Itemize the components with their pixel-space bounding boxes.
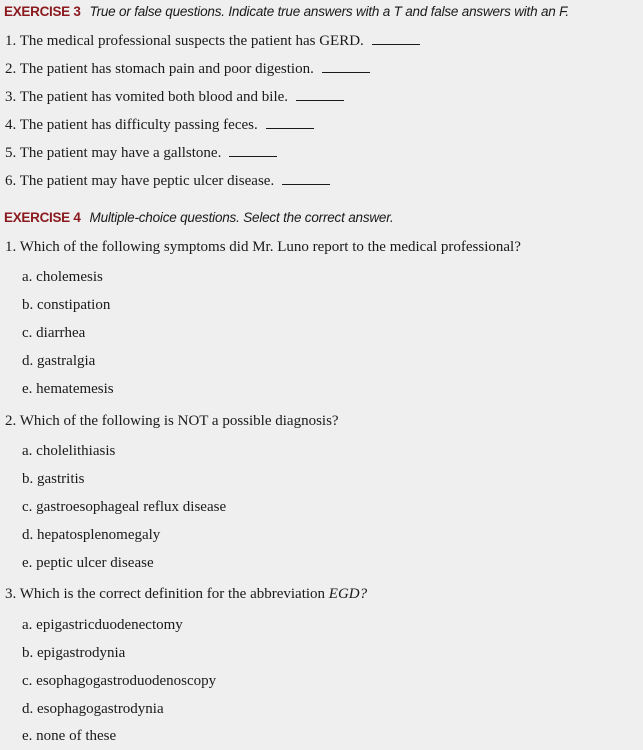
tf-item-text: The patient has difficulty passing feces. (19, 117, 258, 133)
option-letter: c. (22, 499, 33, 515)
tf-item-6 (5, 172, 330, 190)
answer-blank[interactable] (372, 32, 420, 45)
tf-item-text: The patient may have a gallstone. (19, 145, 222, 161)
question-number: 1. (5, 239, 17, 255)
option-text: cholelithiasis (36, 443, 116, 459)
option-letter: e. (22, 381, 33, 397)
mc-option[interactable] (22, 442, 115, 460)
mc-question-2 (5, 412, 339, 430)
question-text: Which is the correct definition for the abbreviation (19, 586, 326, 602)
tf-item-number: 4. (5, 117, 17, 133)
option-text: peptic ulcer disease (36, 555, 154, 571)
mc-option[interactable] (22, 526, 160, 544)
mc-option[interactable] (22, 644, 125, 662)
option-text: hepatosplenomegaly (37, 527, 161, 543)
option-text: diarrhea (36, 325, 86, 341)
option-letter: d. (22, 353, 34, 369)
tf-item-1 (5, 32, 420, 50)
option-letter: b. (22, 297, 34, 313)
mc-option[interactable] (22, 616, 183, 634)
tf-item-text: The patient may have peptic ulcer disease. (19, 173, 275, 189)
mc-option[interactable] (22, 296, 110, 314)
question-abbreviation: EGD? (328, 586, 368, 602)
option-letter: b. (22, 645, 34, 661)
option-letter: b. (22, 471, 34, 487)
mc-question-3 (5, 585, 367, 603)
option-text: none of these (36, 728, 117, 744)
tf-item-5 (5, 144, 277, 162)
option-letter: a. (22, 269, 33, 285)
mc-option[interactable] (22, 324, 85, 342)
option-letter: c. (22, 325, 33, 341)
option-letter: a. (22, 617, 33, 633)
option-text: constipation (37, 297, 111, 313)
mc-option[interactable] (22, 380, 114, 398)
option-text: cholemesis (36, 269, 103, 285)
mc-option[interactable] (22, 672, 216, 690)
option-letter: d. (22, 527, 34, 543)
answer-blank[interactable] (229, 144, 277, 157)
mc-option[interactable] (22, 498, 226, 516)
answer-blank[interactable] (282, 172, 330, 185)
question-number: 3. (5, 586, 17, 602)
tf-item-text: The medical professional suspects the patient has GERD. (19, 33, 364, 49)
option-text: gastroesophageal reflux disease (36, 499, 227, 515)
tf-item-text: The patient has vomited both blood and bile. (19, 89, 289, 105)
option-text: esophagogastroduodenoscopy (36, 673, 217, 689)
exercise-4-label: EXERCISE 4 (4, 210, 81, 225)
mc-question-1 (5, 238, 521, 256)
tf-item-4 (5, 116, 314, 134)
option-letter: c. (22, 673, 33, 689)
tf-item-number: 5. (5, 145, 17, 161)
mc-option[interactable] (22, 268, 103, 286)
exercise-3-label: EXERCISE 3 (4, 4, 81, 19)
option-letter: d. (22, 701, 34, 717)
option-text: hematemesis (36, 381, 114, 397)
tf-item-number: 3. (5, 89, 17, 105)
option-letter: a. (22, 443, 33, 459)
option-text: gastralgia (37, 353, 96, 369)
tf-item-number: 6. (5, 173, 17, 189)
mc-option[interactable] (22, 700, 164, 718)
option-text: epigastrodynia (37, 645, 126, 661)
mc-option[interactable] (22, 554, 154, 572)
question-number: 2. (5, 413, 17, 429)
tf-item-2 (5, 60, 370, 78)
tf-item-text: The patient has stomach pain and poor digestion. (19, 61, 314, 77)
mc-option[interactable] (22, 352, 95, 370)
mc-option[interactable] (22, 727, 116, 745)
tf-item-number: 2. (5, 61, 17, 77)
question-text: Which of the following symptoms did Mr. Luno report to the medical professional? (19, 239, 521, 255)
question-text: Which of the following is NOT a possible diagnosis? (19, 413, 339, 429)
option-text: epigastricduodenectomy (36, 617, 183, 633)
exercise-3-instructions: True or false questions. Indicate true answers with a T and false answers with an F. (89, 4, 569, 19)
option-letter: e. (22, 555, 33, 571)
option-text: gastritis (37, 471, 85, 487)
answer-blank[interactable] (322, 60, 370, 73)
tf-item-number: 1. (5, 33, 17, 49)
answer-blank[interactable] (296, 88, 344, 101)
mc-option[interactable] (22, 470, 85, 488)
exercise-4-instructions: Multiple-choice questions. Select the correct answer. (89, 210, 394, 225)
exercise-3-header (4, 4, 569, 20)
option-letter: e. (22, 728, 33, 744)
option-text: esophagogastrodynia (37, 701, 164, 717)
answer-blank[interactable] (266, 116, 314, 129)
exercise-4-header (4, 210, 394, 226)
tf-item-3 (5, 88, 344, 106)
